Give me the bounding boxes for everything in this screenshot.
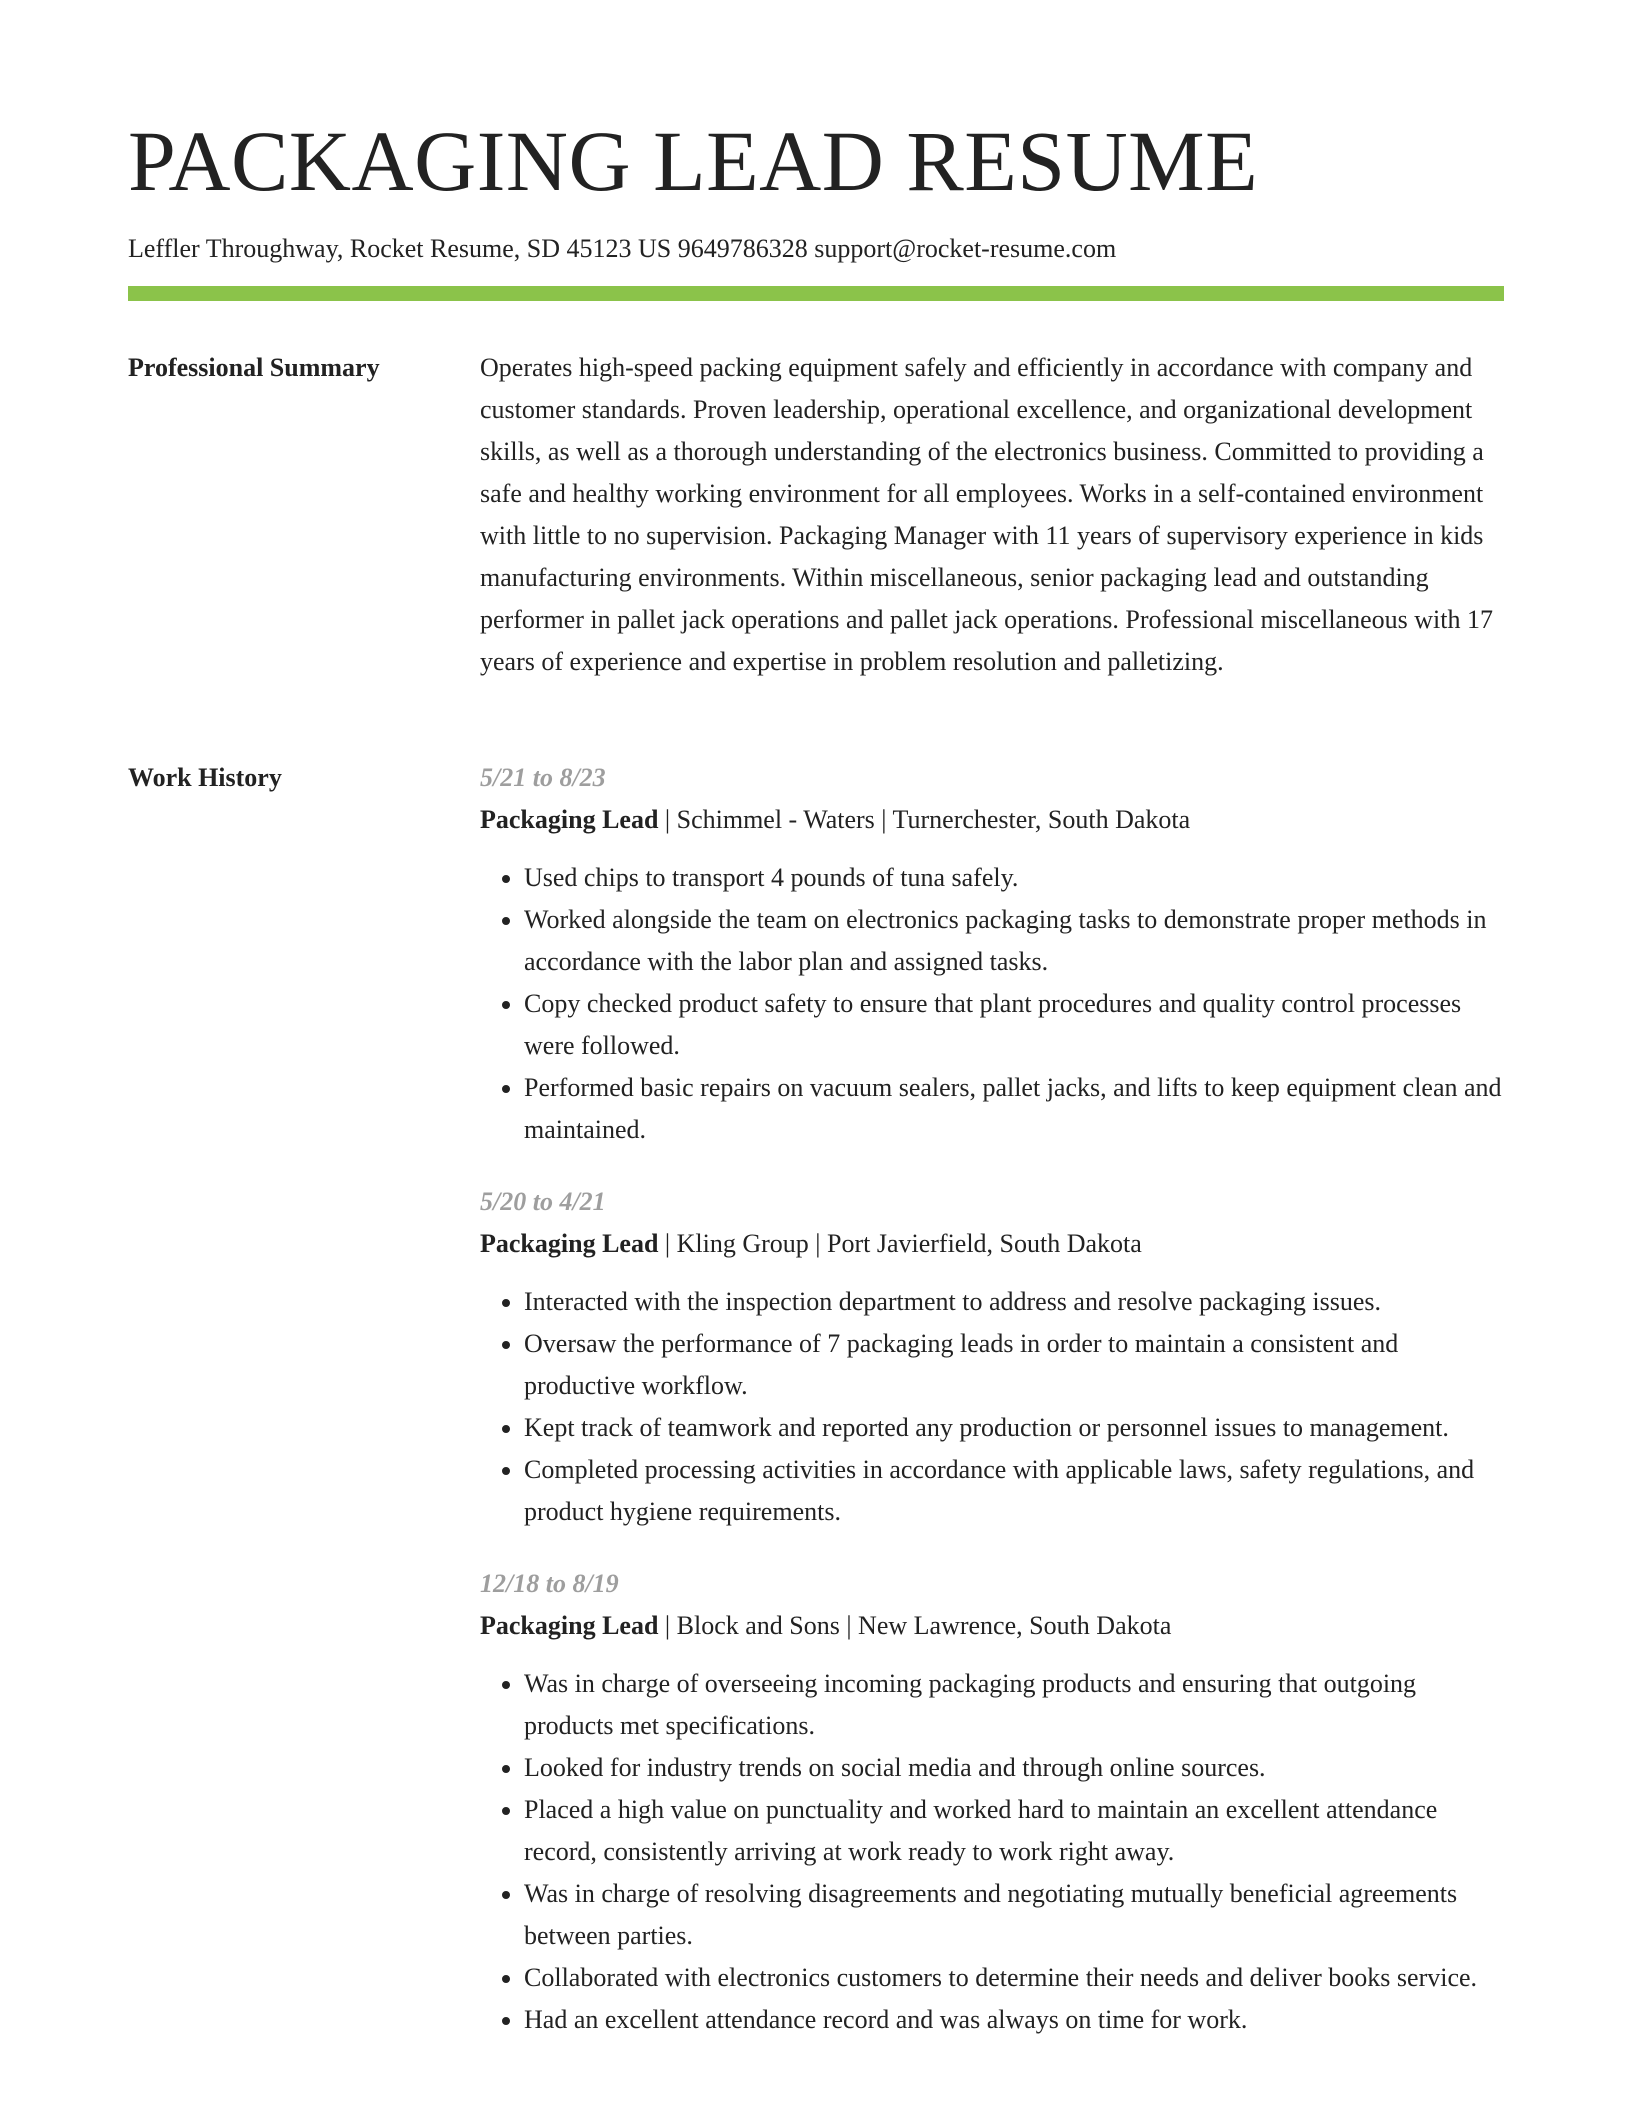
job-dates: 12/18 to 8/19 [480, 1569, 619, 1598]
job-bullet: • Copy checked product safety to ensure that plant procedures and quality control processes were followed. [524, 983, 1504, 1067]
job-dates: 5/21 to 8/23 [480, 763, 606, 792]
job-bullet: • Looked for industry trends on social media and through online sources. [524, 1747, 1504, 1789]
job-bullets [480, 1281, 1504, 1533]
job-bullet: • Was in charge of resolving disagreements and negotiating mutually beneficial agreements between parties. [524, 1873, 1504, 1957]
job-title: Packaging Lead [480, 805, 659, 834]
job-heading [480, 799, 1504, 841]
job-bullet: • Completed processing activities in accordance with applicable laws, safety regulations, and product hygiene requirements. [524, 1449, 1504, 1533]
job-bullet: • Used chips to transport 4 pounds of tuna safely. [524, 857, 1504, 899]
job-heading [480, 1223, 1504, 1265]
job-bullet: • Interacted with the inspection department to address and resolve packaging issues. [524, 1281, 1504, 1323]
job-entry [480, 1563, 1504, 2041]
job-bullet: • Performed basic repairs on vacuum sealers, pallet jacks, and lifts to keep equipment clean and maintained. [524, 1067, 1504, 1151]
job-bullet: • Had an excellent attendance record and was always on time for work. [524, 1999, 1504, 2041]
section-label-summary: Professional Summary [128, 353, 380, 382]
job-bullet: • Was in charge of overseeing incoming packaging products and ensuring that outgoing products met specifications. [524, 1663, 1504, 1747]
job-heading [480, 1605, 1504, 1647]
job-entry [480, 1181, 1504, 1533]
job-bullet: • Kept track of teamwork and reported any production or personnel issues to management. [524, 1407, 1504, 1449]
job-bullet: • Oversaw the performance of 7 packaging leads in order to maintain a consistent and productive workflow. [524, 1323, 1504, 1407]
section-label-work-history: Work History [128, 763, 282, 792]
job-bullet: • Worked alongside the team on electronics packaging tasks to demonstrate proper methods in accordance with the labor plan and assigned tasks. [524, 899, 1504, 983]
job-title: Packaging Lead [480, 1611, 659, 1640]
job-title: Packaging Lead [480, 1229, 659, 1258]
job-details: | Schimmel - Waters | Turnerchester, South Dakota [658, 805, 1191, 834]
job-bullet: • Collaborated with electronics customers to determine their needs and deliver books service. [524, 1957, 1504, 1999]
job-entry [480, 757, 1504, 1151]
job-dates: 5/20 to 4/21 [480, 1187, 606, 1216]
header-divider [128, 286, 1504, 301]
job-bullets [480, 857, 1504, 1151]
job-bullets [480, 1663, 1504, 2041]
summary-text: Operates high-speed packing equipment safely and efficiently in accordance with company and customer standards. Proven leadership, operational excellence, and organizational development skills, as well as a thorough understanding of the electronics business. Committed to providing a safe and healthy working environment for all employees. Works in a self-contained environment with little to no supervision. Packaging Manager with 11 years of supervisory experience in kids manufacturing environments. Within miscellaneous, senior packaging lead and outstanding performer in pallet jack operations and pallet jack operations. Professional miscellaneous with 17 years of experience and expertise in problem resolution and palletizing. [480, 353, 1493, 676]
job-bullet: • Placed a high value on punctuality and worked hard to maintain an excellent attendance record, consistently arriving at work ready to work right away. [524, 1789, 1504, 1873]
resume-title: PACKAGING LEAD RESUME [128, 113, 1259, 209]
contact-line: Leffler Throughway, Rocket Resume, SD 45123 US 9649786328 support@rocket-resume.com [128, 234, 1117, 263]
job-details: | Kling Group | Port Javierfield, South Dakota [658, 1229, 1142, 1258]
job-details: | Block and Sons | New Lawrence, South Dakota [658, 1611, 1172, 1640]
